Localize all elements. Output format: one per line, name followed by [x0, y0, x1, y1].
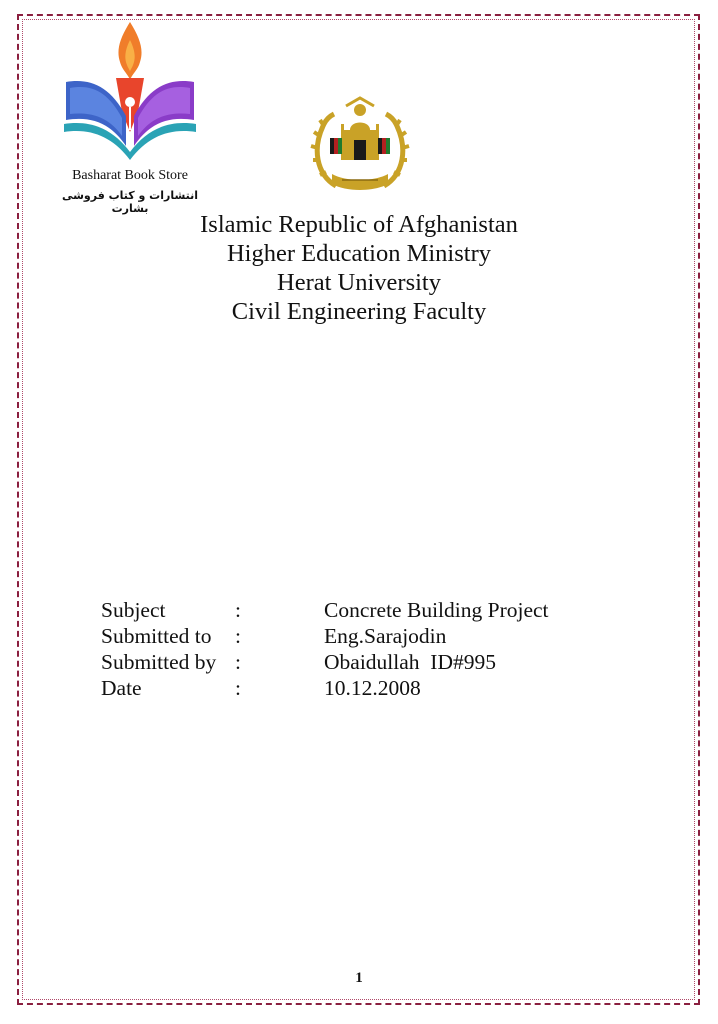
ministry-title: Higher Education Ministry: [226, 240, 491, 267]
detail-row-subject: [101, 597, 601, 623]
title-block: [100, 210, 618, 326]
open-book-pen-icon: [60, 20, 200, 165]
detail-value: 10.12.2008: [324, 676, 421, 700]
faculty-title: Civil Engineering Faculty: [231, 298, 487, 325]
detail-value: Concrete Building Project: [324, 598, 549, 622]
national-emblem: [306, 96, 414, 196]
logo-name: Basharat Book Store: [72, 168, 188, 183]
submission-details: [101, 597, 601, 701]
logo-tagline: انتشارات و کتاب فروشی بشارت: [61, 189, 199, 215]
detail-label: Submitted to: [101, 624, 212, 648]
detail-label: Submitted by: [101, 650, 217, 674]
bookstore-logo: [50, 20, 210, 215]
detail-separator: :: [235, 650, 241, 674]
detail-row-date: [101, 675, 601, 701]
page-number: 1: [355, 970, 363, 986]
detail-value: Obaidullah ID#995: [324, 650, 496, 674]
detail-row-submitted-to: [101, 623, 601, 649]
detail-row-submitted-by: [101, 649, 601, 675]
university-title: Herat University: [277, 269, 441, 296]
detail-separator: :: [235, 676, 241, 700]
detail-separator: :: [235, 598, 241, 622]
detail-label: Date: [101, 676, 142, 700]
country-title: Islamic Republic of Afghanistan: [200, 211, 518, 238]
afghanistan-emblem-icon: [306, 96, 414, 196]
detail-value: Eng.Sarajodin: [324, 624, 447, 648]
detail-separator: :: [235, 624, 241, 648]
detail-label: Subject: [101, 598, 166, 622]
